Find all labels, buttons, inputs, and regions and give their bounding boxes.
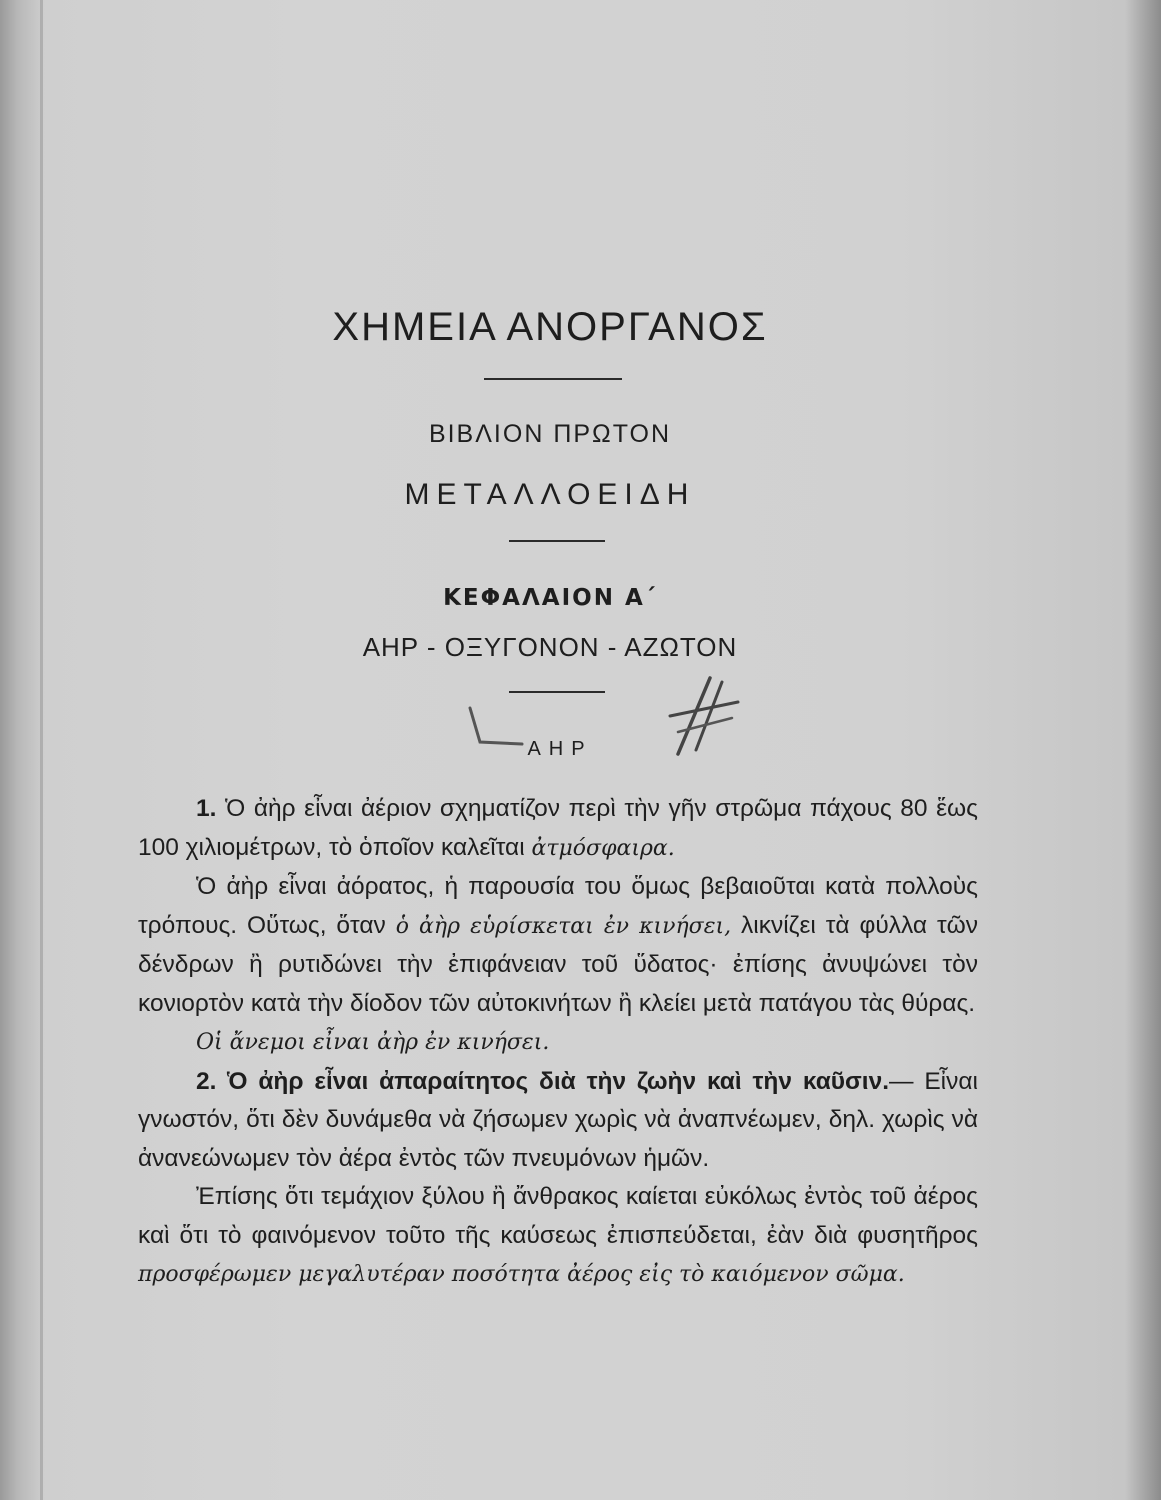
paragraph-3 <box>138 1023 978 1063</box>
body-text <box>138 790 978 1295</box>
subtitle: ΜΕΤΑΛΛΟΕΙΔΗ <box>404 478 696 511</box>
paragraph-text: λικνίζει τὰ φύλλα τῶν δένδρων ἢ ρυτιδώνει τὴν ἐπιφάνειαν τοῦ ὕδατος· ἐπίσης ἀνυψώνει τὸν κονιορτὸν κατὰ τὴν δίοδον τῶν αὐτοκινήτων ἢ κλείει μετὰ πατάγου τὰς θύρας. <box>138 911 979 1017</box>
title-divider <box>484 378 622 380</box>
chapter-divider <box>509 691 605 693</box>
italic-phrase: ὁ ἀὴρ εὑρίσκεται ἐν κινήσει, <box>395 913 732 939</box>
paragraph-number: 2. <box>196 1067 217 1095</box>
paragraph-text: Ὁ ἀὴρ εἶναι ἀέριον σχηματίζον περὶ τὴν γῆν στρῶμα πάχους 80 ἕως 100 χιλιομέτρων, τὸ ὁποῖον καλεῖται <box>138 795 978 861</box>
paragraph-2 <box>138 868 978 1023</box>
paragraph-1 <box>138 790 978 868</box>
paragraph-5 <box>138 1178 978 1295</box>
paragraph-text: — Εἶναι γνωστόν, ὅτι δὲν δυνάμεθα νὰ ζήσωμεν χωρὶς νὰ ἀναπνέωμεν, δηλ. χωρὶς νὰ ἀνανεώνωμεν τὸν ἀέρα ἐντὸς τῶν πνευμόνων ἡμῶν. <box>138 1067 978 1172</box>
paragraph-text: Ὁ ἀὴρ εἶναι ἀόρατος, ἡ παρουσία του ὅμως βεβαιοῦται κατὰ πολλοὺς τρόπους. Οὕτως, ὅταν <box>138 873 978 939</box>
subtitle-divider <box>509 540 605 542</box>
italic-phrase: προσφέρωμεν μεγαλυτέραν ποσότητα ἀέρος εἰς τὸ καιόμενον σῶμα. <box>138 1262 905 1287</box>
italic-term: ἀτμόσφαιρα. <box>531 835 675 861</box>
paragraph-number: 1. <box>196 795 217 822</box>
main-title: ΧΗΜΕΙΑ ΑΝΟΡΓΑΝΟΣ <box>332 305 768 349</box>
paragraph-4 <box>138 1063 978 1179</box>
italic-phrase: Οἱ ἄνεμοι εἶναι ἀὴρ ἐν κινήσει. <box>196 1030 550 1055</box>
chapter-heading: ΚΕΦΑΛΑΙΟΝ Α΄ <box>443 585 657 611</box>
section-heading: ΑΗΡ <box>527 738 593 760</box>
book-heading: ΒΙΒΛΙΟΝ ΠΡΩΤΟΝ <box>428 420 672 448</box>
bold-heading: Ὁ ἀὴρ εἶναι ἀπαραίτητος διὰ τὴν ζωὴν καὶ τὴν καῦσιν. <box>227 1067 890 1095</box>
paragraph-text: Ἐπίσης ὅτι τεμάχιον ξύλου ἢ ἄνθρακος καίεται εὐκόλως ἐντὸς τοῦ ἀέρος καὶ ὅτι τὸ φαινόμενον τοῦτο τῆς καύσεως ἐπισπεύδεται, ἐὰν διὰ φυσητῆρος <box>138 1183 978 1249</box>
chapter-topics: ΑΗΡ - ΟΞΥΓΟΝΟΝ - ΑΖΩΤΟΝ <box>362 632 738 662</box>
